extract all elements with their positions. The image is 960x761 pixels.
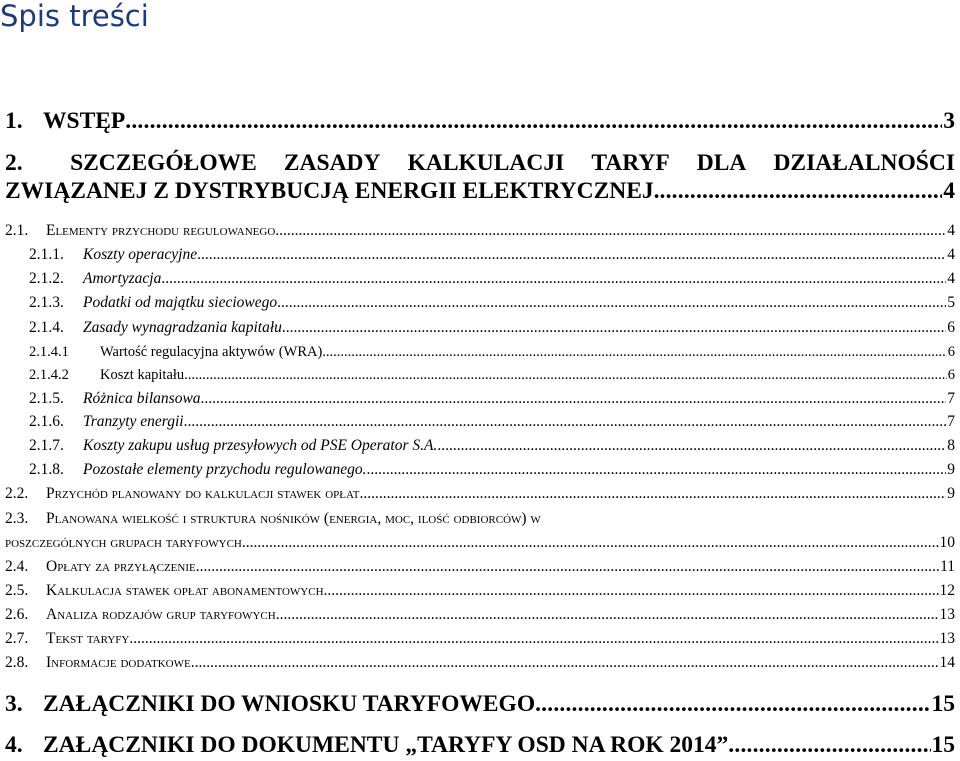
dot-leader	[196, 557, 939, 577]
toc-entry-number: 2.1.4.	[29, 319, 64, 336]
toc-entry-page: 12	[939, 582, 955, 599]
toc-entry-label-line1	[5, 509, 955, 529]
toc-entry-number: 2.1.6.	[29, 413, 64, 430]
toc-entry-word: ZASADY	[283, 150, 381, 176]
toc-entry-page: 9	[947, 461, 955, 478]
toc-entry-analiza-rodzajow[interactable]	[5, 605, 955, 625]
toc-entry-number: 3.	[5, 691, 23, 717]
toc-entry-number: 2.5.	[5, 582, 29, 599]
toc-entry-number: 2.1.3.	[29, 294, 64, 311]
toc-entry-page: 5	[947, 294, 955, 311]
dot-leader	[197, 245, 946, 265]
toc-entry-word: TARYF	[591, 150, 670, 176]
dot-leader	[728, 731, 930, 759]
toc-entry-number: 4.	[5, 732, 23, 758]
dot-leader	[129, 629, 938, 649]
toc-entry-label: ZWIĄZANEJ Z DYSTRYBUCJĄ ENERGII ELEKTRYCZNEJ.	[5, 178, 660, 204]
toc-entry-oplaty-przylaczenie[interactable]	[5, 557, 955, 577]
dot-leader	[363, 484, 946, 504]
toc-entry-label: Przychód planowany do kalkulacji stawek opłat.	[46, 485, 364, 502]
toc-entry-page: 4	[947, 270, 955, 287]
toc-entry-label: Zasady wynagradzania kapitału	[83, 319, 282, 336]
toc-entry-page: 6	[947, 367, 955, 383]
toc-entry-informacje-dodatkowe[interactable]	[5, 653, 955, 673]
toc-entry-przychod-planowany[interactable]	[5, 484, 955, 504]
toc-entry-number: 2.1.4.2	[29, 367, 69, 383]
toc-entry-label: Pozostałe elementy przychodu regulowanego.	[83, 461, 367, 478]
toc-entry-tekst-taryfy[interactable]	[5, 629, 955, 649]
toc-entry-amortyzacja[interactable]	[5, 269, 955, 289]
toc-entry-page: 6	[947, 319, 955, 336]
toc-entry-label: Kalkulacja stawek opłat abonamentowych	[46, 582, 324, 599]
dot-leader	[660, 177, 943, 205]
toc-entry-page: 8	[947, 437, 955, 454]
toc-entry-number: 2.1.5.	[29, 390, 64, 407]
dot-leader	[282, 318, 946, 338]
toc-entry-page: 4	[947, 246, 955, 263]
toc-entry-label: Elementy przychodu regulowanego.	[46, 222, 280, 239]
toc-entry-label: poszczególnych grupach taryfowych.	[5, 534, 246, 551]
toc-entry-word: KALKULACJI	[407, 150, 565, 176]
toc-entry-word: DLA	[696, 150, 747, 176]
dot-leader	[437, 436, 946, 456]
dot-leader	[191, 653, 939, 673]
toc-entry-koszty-zakupu[interactable]	[5, 436, 955, 456]
toc-entry-label: Podatki od majątku sieciowego	[83, 294, 278, 311]
toc-entry-number: 2.1.2.	[29, 270, 64, 287]
toc-entry-koszt-kapitalu[interactable]	[5, 365, 955, 385]
toc-entry-number: 2.	[5, 150, 23, 176]
toc-entry-page: 6	[947, 344, 955, 360]
toc-entry-number: 2.4.	[5, 558, 29, 575]
toc-entry-page: 11	[940, 558, 955, 575]
toc-entry-kalkulacja-stawek[interactable]	[5, 581, 955, 601]
toc-entry-number: 2.1.1.	[29, 246, 64, 263]
dot-leader	[367, 460, 947, 480]
toc-title: Spis treści	[0, 0, 149, 33]
toc-entry-page: 15	[931, 732, 955, 758]
toc-entry-label: Informacje dodatkowe	[46, 654, 191, 671]
toc-entry-page: 7	[947, 390, 955, 407]
toc-entry-number: 2.7.	[5, 630, 29, 647]
dot-leader	[184, 365, 947, 385]
toc-entry-zasady-wynagradzania[interactable]	[5, 318, 955, 338]
dot-leader	[280, 605, 939, 625]
toc-entry-label: Opłaty za przyłączenie	[46, 558, 196, 575]
toc-entry-wstep[interactable]	[5, 107, 955, 135]
toc-entry-page: 4	[943, 178, 955, 204]
toc-entry-pozostale-elementy[interactable]	[5, 460, 955, 480]
toc-entry-label: ZAŁĄCZNIKI DO DOKUMENTU „TARYFY OSD NA ROK 2014”	[43, 732, 729, 758]
toc-entry-zalaczniki-wniosku[interactable]	[5, 690, 955, 718]
toc-entry-label: Różnica bilansowa	[83, 390, 201, 407]
toc-entry-tranzyty[interactable]	[5, 412, 955, 432]
toc-entry-page: 7	[947, 413, 955, 430]
toc-entry-podatki[interactable]	[5, 293, 955, 313]
toc-entry-page: 9	[947, 485, 955, 502]
toc-entry-number: 2.1.7.	[29, 437, 64, 454]
toc-entry-label: ZAŁĄCZNIKI DO WNIOSKU TARYFOWEGO	[43, 691, 536, 717]
toc-entry-label: Planowana wielkość i struktura nośników (energia, moc, ilość odbiorców) w	[46, 510, 541, 527]
toc-entry-word: DZIAŁALNOŚCI	[773, 150, 955, 176]
dot-leader	[184, 412, 947, 432]
toc-entry-label: Koszt kapitału	[100, 367, 185, 383]
toc-entry-szczegolowe-zasady[interactable]	[5, 149, 955, 205]
toc-entry-page: 10	[939, 534, 955, 551]
toc-entry-number: 2.6.	[5, 606, 29, 623]
toc-entry-planowana-wielkosc[interactable]	[5, 509, 955, 553]
toc-entry-number: 2.8.	[5, 654, 29, 671]
toc-entry-label: Analiza rodzajów grup taryfowych.	[46, 606, 280, 623]
toc-entry-page: 4	[947, 222, 955, 239]
toc-entry-roznica-bilansowa[interactable]	[5, 389, 955, 409]
dot-leader	[246, 533, 939, 553]
toc-entry-label: Tranzyty energii	[83, 413, 184, 430]
dot-leader	[277, 293, 946, 313]
toc-entry-elementy-przychodu[interactable]	[5, 221, 955, 241]
toc-entry-page: 15	[931, 691, 955, 717]
dot-leader	[535, 690, 930, 718]
toc-entry-label: WSTĘP	[43, 108, 126, 134]
toc-entry-word: SZCZEGÓŁOWE	[70, 150, 257, 176]
dot-leader	[201, 389, 947, 409]
toc-entry-number: 2.2.	[5, 485, 29, 502]
toc-entry-label: Wartość regulacyjna aktywów (WRA)	[100, 344, 323, 360]
toc-entry-wra[interactable]	[5, 342, 955, 362]
dot-leader	[322, 342, 946, 362]
toc-entry-label-line2	[5, 177, 955, 205]
toc-entry-number: 2.1.8.	[29, 461, 64, 478]
dot-leader	[324, 581, 939, 601]
dot-leader	[279, 221, 946, 241]
toc-entry-page: 13	[939, 606, 955, 623]
toc-entry-number: 1.	[5, 108, 23, 134]
dot-leader	[161, 269, 946, 289]
toc-entry-label: Tekst taryfy	[46, 630, 130, 647]
toc-entry-number: 2.1.4.1	[29, 344, 69, 360]
toc-entry-label: Koszty operacyjne	[83, 246, 198, 263]
toc-entry-zalaczniki-dokumentu[interactable]	[5, 731, 955, 759]
toc-entry-page: 14	[939, 654, 955, 671]
toc-entry-page: 13	[939, 630, 955, 647]
toc-entry-label: Koszty zakupu usług przesyłowych od PSE Operator S.A.	[83, 437, 438, 454]
toc-entry-page: 3	[943, 108, 955, 134]
toc-entry-label: Amortyzacja	[83, 270, 162, 287]
toc-entry-koszty-operacyjne[interactable]	[5, 245, 955, 265]
toc-entry-number: 2.3.	[5, 510, 29, 527]
toc-entry-label-line2	[5, 533, 955, 553]
toc-entry-label-line1	[5, 149, 955, 177]
toc-entry-number: 2.1.	[5, 222, 29, 239]
dot-leader	[125, 107, 942, 135]
